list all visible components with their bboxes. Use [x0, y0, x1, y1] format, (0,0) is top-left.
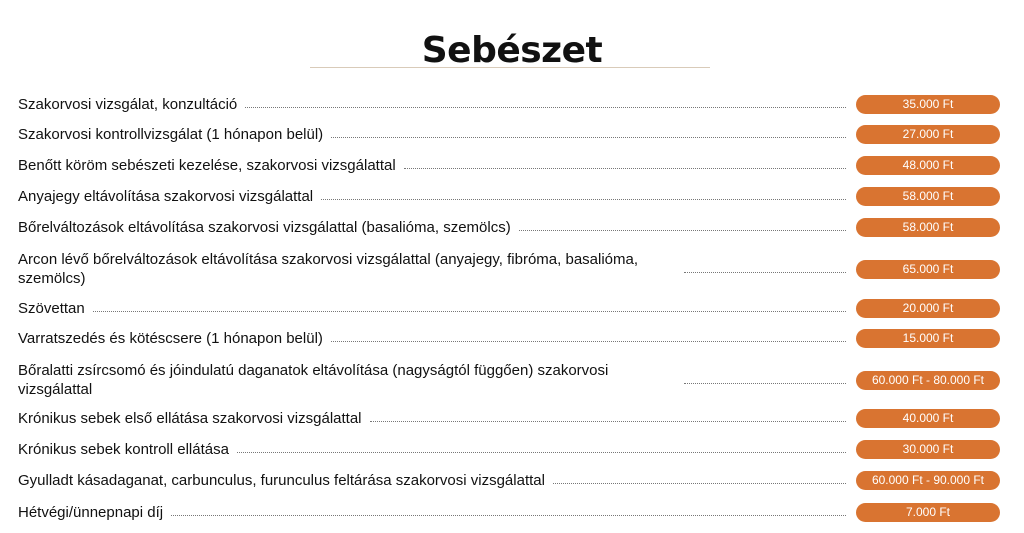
service-name: Benőtt köröm sebészeti kezelése, szakorvosi vizsgálattal: [18, 157, 396, 174]
title-divider: [310, 67, 710, 68]
price-badge: 7.000 Ft: [856, 503, 1000, 522]
price-row: [18, 409, 1000, 428]
dotted-leader: [93, 311, 846, 312]
dotted-leader: [245, 107, 846, 108]
dotted-leader: [553, 483, 846, 484]
price-badge: 65.000 Ft: [856, 260, 1000, 279]
dotted-leader: [684, 383, 846, 384]
dotted-leader: [237, 452, 846, 453]
price-badge: 40.000 Ft: [856, 409, 1000, 428]
price-row: [18, 503, 1000, 522]
dotted-leader: [331, 137, 846, 138]
price-row: [18, 440, 1000, 459]
service-name: Bőralatti zsírcsomó és jóindulatú daganatok eltávolítása (nagyságtól függően) szakorvosi vizsgálattal: [18, 362, 609, 398]
price-row: [18, 218, 1000, 237]
page-title: Sebészet: [421, 30, 603, 72]
service-name: Szövettan: [18, 300, 85, 317]
price-badge: 58.000 Ft: [856, 187, 1000, 206]
price-badge: 60.000 Ft - 90.000 Ft: [856, 471, 1000, 490]
dotted-leader: [331, 341, 846, 342]
dotted-leader: [321, 199, 846, 200]
service-name: Bőrelváltozások eltávolítása szakorvosi vizsgálattal (basalióma, szemölcs): [18, 219, 511, 236]
service-name: Gyulladt kásadaganat, carbunculus, furunculus feltárása szakorvosi vizsgálattal: [18, 472, 545, 489]
price-row: [18, 156, 1000, 175]
price-badge: 58.000 Ft: [856, 218, 1000, 237]
price-row: [18, 125, 1000, 144]
dotted-leader: [519, 230, 846, 231]
service-name: Varratszedés és kötéscsere (1 hónapon belül): [18, 330, 323, 347]
price-badge: 35.000 Ft: [856, 95, 1000, 114]
service-name: Hétvégi/ünnepnapi díj: [18, 504, 164, 521]
price-row: [18, 95, 1000, 114]
price-badge: 27.000 Ft: [856, 125, 1000, 144]
price-badge: 48.000 Ft: [856, 156, 1000, 175]
price-row: [18, 250, 1000, 288]
price-row: [18, 471, 1000, 490]
price-badge: 60.000 Ft - 80.000 Ft: [856, 371, 1000, 390]
price-row: [18, 187, 1000, 206]
dotted-leader: [171, 515, 846, 516]
price-badge: 15.000 Ft: [856, 329, 1000, 348]
price-row: [18, 361, 1000, 399]
service-name: Krónikus sebek első ellátása szakorvosi vizsgálattal: [18, 410, 362, 427]
dotted-leader: [404, 168, 846, 169]
price-badge: 20.000 Ft: [856, 299, 1000, 318]
price-row: [18, 299, 1000, 318]
service-name: Krónikus sebek kontroll ellátása: [18, 441, 229, 458]
service-name: Szakorvosi vizsgálat, konzultáció: [18, 96, 238, 113]
service-name: Szakorvosi kontrollvizsgálat (1 hónapon belül): [18, 126, 324, 143]
price-row: [18, 329, 1000, 348]
dotted-leader: [370, 421, 847, 422]
service-name: Arcon lévő bőrelváltozások eltávolítása szakorvosi vizsgálattal (anyajegy, fibróma, basalióma, szemölcs): [18, 251, 639, 287]
dotted-leader: [684, 272, 846, 273]
service-name: Anyajegy eltávolítása szakorvosi vizsgálattal: [18, 188, 314, 205]
price-badge: 30.000 Ft: [856, 440, 1000, 459]
